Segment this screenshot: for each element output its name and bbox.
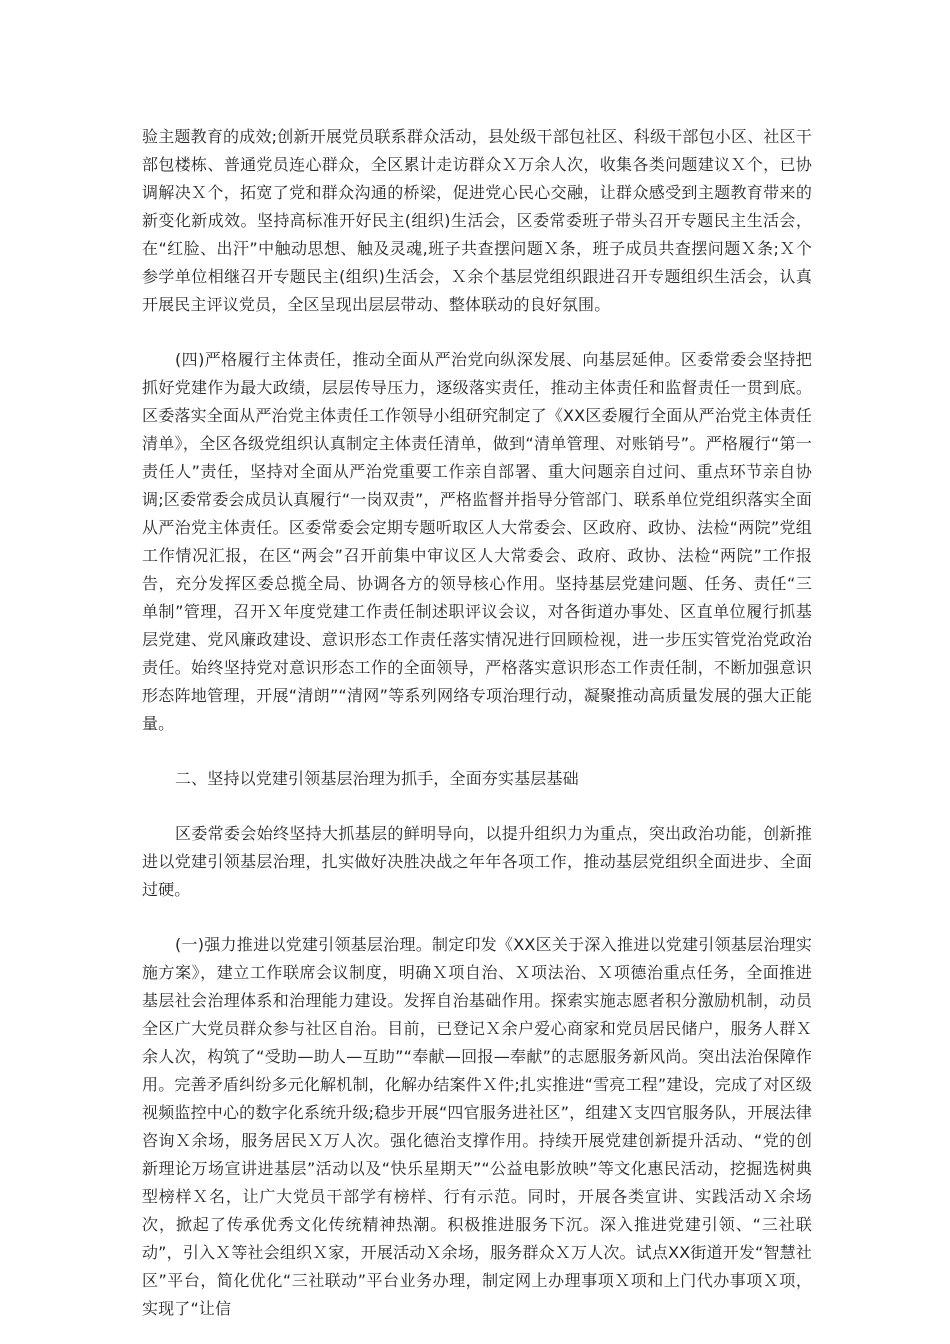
section-heading-two: 二、坚持以党建引领基层治理为抓手，全面夯实基层基础	[175, 769, 579, 788]
paragraph-section-four: (四)严格履行主体责任，推动全面从严治党向纵深发展、向基层延伸。区委常委会坚持把抓好党建作为最大政绩，层层传导压力，逐级落实责任，推动主体责任和监督责任一贯到底。区委落实全面从严治党主体责任工作领导小组研究制定了《XX区委履行全面从严治党主体责任清单》，全区各级党组织认真制定主体责任清单，做到“清单管理、对账销号”。严格履行“第一责任人”责任，坚持对全面从严治党重要工作亲自部署、重大问题亲自过问、重点环节亲自协调;区委常委会成员认真履行“一岗双责”，严格监督并指导分管部门、联系单位党组织落实全面从严治党主体责任。区委常委会定期专题听取区人大常委会、区政府、政协、法检“两院”党组工作情况汇报，在区“两会”召开前集中审议区人大常委会、政府、政协、法检“两院”工作报告，充分发挥区委总揽全局、协调各方的领导核心作用。坚持基层党建问题、任务、责任“三单制”管理，召开Ｘ年度党建工作责任制述职评议会议，对各街道办事处、区直单位履行抓基层党建、党风廉政建设、意识形态工作责任落实情况进行回顾检视，进一步压实管党治党政治责任。始终坚持党对意识形态工作的全面领导，严格落实意识形态工作责任制，不断加强意识形态阵地管理，开展“清朗”“清网”等系列网络专项治理行动，凝聚推动高质量发展的强大正能量。	[142, 350, 812, 733]
document-body	[142, 123, 812, 1323]
paragraph-continuation: 验主题教育的成效;创新开展党员联系群众活动，县处级干部包社区、科级干部包小区、社区干部包楼栋、普通党员连心群众，全区累计走访群众Ｘ万余人次，收集各类问题建议Ｘ个，已协调解决Ｘ个，拓宽了党和群众沟通的桥梁，促进党心民心交融，让群众感受到主题教育带来的新变化新成效。坚持高标准开好民主(组织)生活会，区委常委班子带头召开专题民主生活会，在“红脸、出汗”中触动思想、触及灵魂,班子共查摆问题Ｘ条，班子成员共查摆问题Ｘ条;Ｘ个参学单位相继召开专题民主(组织)生活会，Ｘ余个基层党组织跟进召开专题组织生活会，认真开展民主评议党员，全区呈现出层层带动、整体联动的良好氛围。	[142, 127, 812, 314]
paragraph-section-two-intro: 区委常委会始终坚持大抓基层的鲜明导向，以提升组织力为重点，突出政治功能，创新推进以党建引领基层治理，扎实做好决胜决战之年年各项工作，推动基层党组织全面进步、全面过硬。	[142, 824, 812, 899]
paragraph-subsection-one: (一)强力推进以党建引领基层治理。制定印发《XX区关于深入推进以党建引领基层治理实施方案》，建立工作联席会议制度，明确Ｘ项自治、Ｘ项法治、Ｘ项德治重点任务，全面推进基层社会治理体系和治理能力建设。发挥自治基础作用。探索实施志愿者积分激励机制，动员全区广大党员群众参与社区自治。目前，已登记Ｘ余户爱心商家和党员居民储户，服务人群Ｘ余人次，构筑了“受助—助人—互助”“奉献—回报—奉献”的志愿服务新风尚。突出法治保障作用。完善矛盾纠纷多元化解机制，化解办结案件Ｘ件;扎实推进“雪亮工程”建设，完成了对区级视频监控中心的数字化系统升级;稳步开展“四官服务进社区”，组建Ｘ支四官服务队，开展法律咨询Ｘ余场，服务居民Ｘ万人次。强化德治支撑作用。持续开展党建创新提升活动、“党的创新理论万场宣讲进基层”活动以及“快乐星期天”“公益电影放映”等文化惠民活动，挖掘选树典型榜样Ｘ名，让广大党员干部学有榜样、行有示范。同时，开展各类宣讲、实践活动Ｘ余场次，掀起了传承优秀文化传统精神热潮。积极推进服务下沉。深入推进党建引领、“三社联动”，引入Ｘ等社会组织Ｘ家，开展活动Ｘ余场，服务群众Ｘ万人次。试点XX街道开发“智慧社区”平台，简化优化“三社联动”平台业务办理，制定网上办理事项Ｘ项和上门代办事项Ｘ项，实现了“让信	[142, 935, 812, 1318]
